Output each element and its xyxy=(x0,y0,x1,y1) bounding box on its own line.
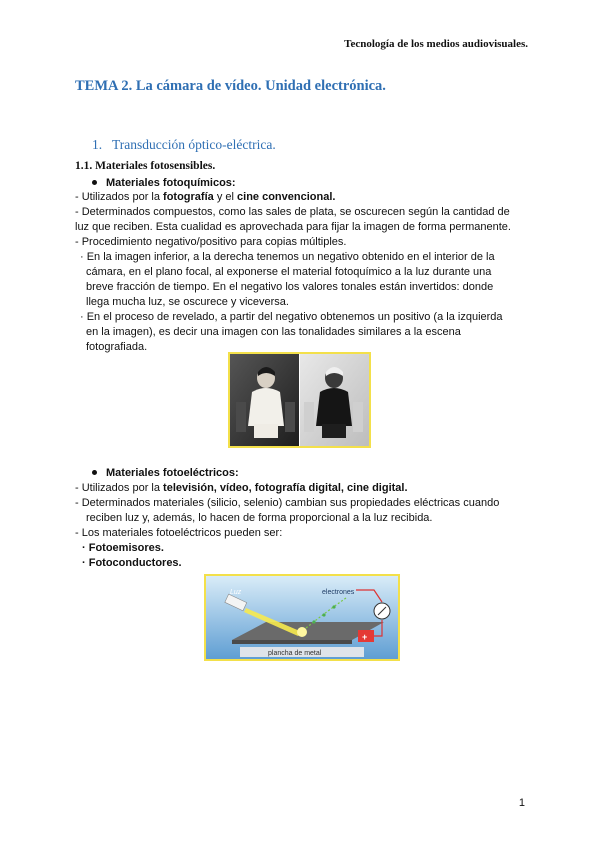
paragraph-line: luz que reciben. Esta cualidad es aprovechada para fijar la imagen de forma permanente. xyxy=(75,221,511,233)
bold-run: cine convencional. xyxy=(237,191,336,203)
bullet-fotoelectricos xyxy=(92,466,239,481)
diagram-label-plus: + xyxy=(362,632,368,642)
section-title: Transducción óptico-eléctrica. xyxy=(112,137,276,152)
section-heading xyxy=(92,137,276,153)
paragraph-line: - Determinados compuestos, como las sales de plata, se oscurecen según la cantidad de xyxy=(75,206,510,218)
bullet-dot-icon xyxy=(92,470,97,475)
diagram-label-luz: Luz xyxy=(230,589,242,596)
diagram-illustration xyxy=(206,576,398,659)
paragraph-line: - Determinados materiales (silicio, selenio) cambian sus propiedades eléctricas cuando xyxy=(75,497,500,509)
paragraph-line: breve fracción de tiempo. En el negativo los valores tonales están invertidos: donde xyxy=(86,281,494,293)
photo-illustration xyxy=(230,354,369,446)
subsection-heading: 1.1. Materiales fotosensibles. xyxy=(75,160,216,172)
photoelectric-diagram xyxy=(204,574,400,661)
list-item: · Fotoemisores. xyxy=(82,542,164,554)
page-title: TEMA 2. La cámara de vídeo. Unidad electrónica. xyxy=(75,78,386,94)
diagram-label-plancha: plancha de metal xyxy=(268,650,322,657)
bullet-label: Materiales fotoeléctricos: xyxy=(106,467,239,479)
paragraph-line: reciben luz y, además, lo hacen de forma proporcional a la luz recibida. xyxy=(86,512,433,524)
paragraph-line: · En el proceso de revelado, a partir del negativo obtenemos un positivo (a la izquierda xyxy=(80,311,503,323)
text-run: - Utilizados por la xyxy=(75,191,164,203)
diagram-label-electrones: electrones xyxy=(322,589,355,596)
paragraph-line: fotografiada. xyxy=(86,341,148,353)
paragraph-line xyxy=(75,190,335,205)
page-number: 1 xyxy=(518,797,525,809)
list-item: · Fotoconductores. xyxy=(82,557,182,569)
paragraph-line: en la imagen), es decir una imagen con las tonalidades similares a la escena xyxy=(86,326,461,338)
bold-run: televisión, vídeo, fotografía digital, cine digital. xyxy=(163,482,408,494)
paragraph-line: cámara, en el plano focal, al exponerse el material fotoquímico a la luz durante una xyxy=(86,266,492,278)
paragraph-line xyxy=(75,481,408,496)
paragraph-line: · En la imagen inferior, a la derecha tenemos un negativo obtenido en el interior de la xyxy=(80,251,495,263)
bold-run: fotografía xyxy=(163,191,214,203)
paragraph-line: - Procedimiento negativo/positivo para copias múltiples. xyxy=(75,236,347,248)
paragraph-line: - Los materiales fotoeléctricos pueden ser: xyxy=(75,527,283,539)
running-header: Tecnología de los medios audiovisuales. xyxy=(344,38,528,50)
paragraph-line: llega mucha luz, se oscurece y viceversa. xyxy=(86,296,289,308)
text-run: y el xyxy=(213,191,238,203)
section-number: 1. xyxy=(92,137,103,152)
bullet-dot-icon xyxy=(92,180,97,185)
positive-negative-photo xyxy=(228,352,371,448)
bullet-label: Materiales fotoquímicos: xyxy=(106,177,236,189)
text-run: - Utilizados por la xyxy=(75,482,164,494)
bullet-fotoquimicos xyxy=(92,176,236,191)
